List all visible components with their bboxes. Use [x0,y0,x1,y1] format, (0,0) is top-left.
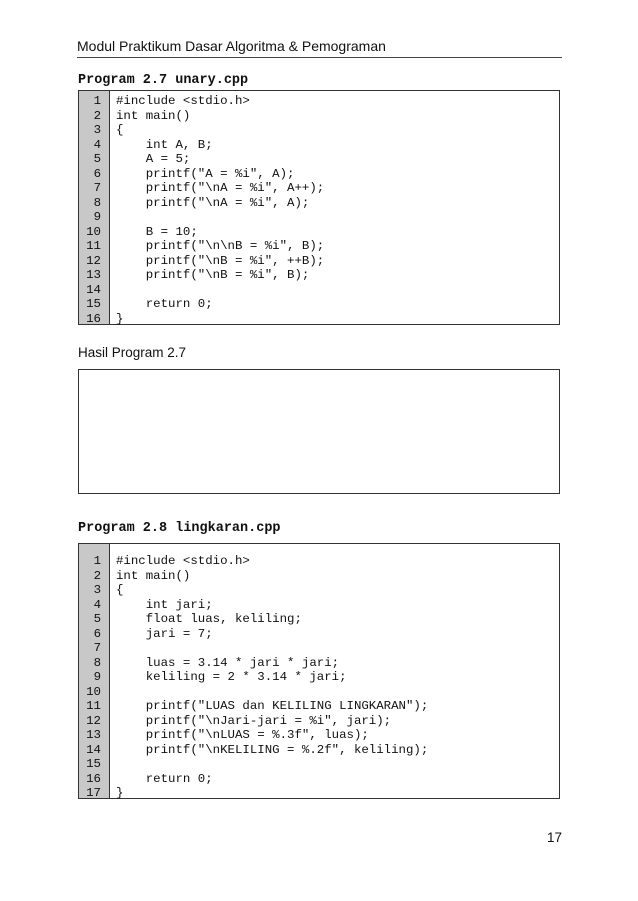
code-line [79,598,559,613]
code-line [79,196,559,211]
code-line [79,181,559,196]
code-text: luas = 3.14 * jari * jari; [116,655,340,670]
code-text: int main() [116,568,191,583]
line-number: 5 [93,612,101,626]
code-text: printf("\nB = %i", ++B); [116,253,325,268]
code-line [79,152,559,167]
line-number: 6 [93,626,101,641]
code-text: printf("\nJari-jari = %i", jari); [116,713,392,728]
code-line [79,283,559,298]
code-text: printf("\nB = %i", B); [116,268,310,282]
line-number: 16 [86,771,101,786]
code-line [79,743,559,758]
line-number: 4 [93,137,101,152]
code-text: #include <stdio.h> [116,94,250,108]
line-number: 8 [93,655,101,670]
line-number: 15 [86,757,101,771]
code-line [79,312,559,327]
code-line [79,123,559,138]
code-text: B = 10; [116,224,198,239]
code-text: } [116,311,124,326]
code-line [79,714,559,729]
line-number: 17 [86,786,101,800]
result-title: Hasil Program 2.7 [78,345,187,360]
code-text: { [116,583,124,597]
code-text: printf("LUAS dan KELILING LINGKARAN"); [116,699,429,713]
header-divider [77,57,562,58]
line-number: 7 [93,641,101,655]
code-line [79,225,559,240]
line-number: 3 [93,583,101,597]
code-line [79,239,559,254]
line-number: 11 [86,699,101,713]
code-line [79,167,559,182]
line-number: 14 [86,282,101,297]
line-number: 1 [93,554,101,568]
code-text: } [116,786,124,800]
code-line [79,757,559,772]
line-number: 13 [86,728,101,742]
line-number: 7 [93,181,101,195]
code-line [79,786,559,801]
line-number: 1 [93,94,101,108]
code-line [79,728,559,743]
code-line [79,670,559,685]
result-output-box [78,369,560,494]
code-line [79,627,559,642]
line-number: 2 [93,568,101,583]
line-number: 3 [93,123,101,137]
code-text: printf("\nLUAS = %.3f", luas); [116,728,369,742]
code-line [79,254,559,269]
code-text: int main() [116,108,191,123]
program-2-8-code-box [78,543,560,799]
code-line [79,641,559,656]
code-text: #include <stdio.h> [116,554,250,568]
code-text: printf("\nA = %i", A); [116,195,310,210]
code-lines [79,554,559,801]
line-number: 11 [86,239,101,253]
program-2-7-title: Program 2.7 unary.cpp [78,73,249,88]
code-line [79,699,559,714]
code-text: jari = 7; [116,626,213,641]
line-number: 6 [93,166,101,181]
code-text: return 0; [116,771,213,786]
code-line [79,772,559,787]
code-line [79,94,559,109]
line-number: 9 [93,670,101,684]
line-number: 2 [93,108,101,123]
line-number: 12 [86,713,101,728]
line-number: 14 [86,742,101,757]
line-number: 9 [93,210,101,224]
code-text: printf("\nA = %i", A++); [116,181,325,195]
code-line [79,138,559,153]
code-line [79,109,559,124]
code-text: { [116,123,124,137]
line-number: 16 [86,311,101,326]
code-line [79,210,559,225]
code-line [79,685,559,700]
code-text: int jari; [116,597,213,612]
program-2-7-code-box [78,90,560,325]
code-line [79,569,559,584]
line-number: 10 [86,224,101,239]
line-number: 8 [93,195,101,210]
code-text: float luas, keliling; [116,612,302,626]
code-text: printf("\n\nB = %i", B); [116,239,325,253]
page-number: 17 [546,830,562,845]
program-2-8-title: Program 2.8 lingkaran.cpp [78,521,281,536]
page-header: Modul Praktikum Dasar Algoritma & Pemograman [77,38,386,54]
code-line [79,268,559,283]
code-text: printf("\nKELILING = %.2f", keliling); [116,742,429,757]
line-number: 10 [86,684,101,699]
code-text: keliling = 2 * 3.14 * jari; [116,670,347,684]
code-line [79,297,559,312]
line-number: 15 [86,297,101,311]
code-lines [79,94,559,326]
line-number: 5 [93,152,101,166]
code-line [79,583,559,598]
code-text: int A, B; [116,137,213,152]
code-text: return 0; [116,297,213,311]
code-line [79,554,559,569]
line-number: 13 [86,268,101,282]
code-line [79,612,559,627]
code-line [79,656,559,671]
code-text: printf("A = %i", A); [116,166,295,181]
line-number: 12 [86,253,101,268]
line-number: 4 [93,597,101,612]
code-text: A = 5; [116,152,191,166]
